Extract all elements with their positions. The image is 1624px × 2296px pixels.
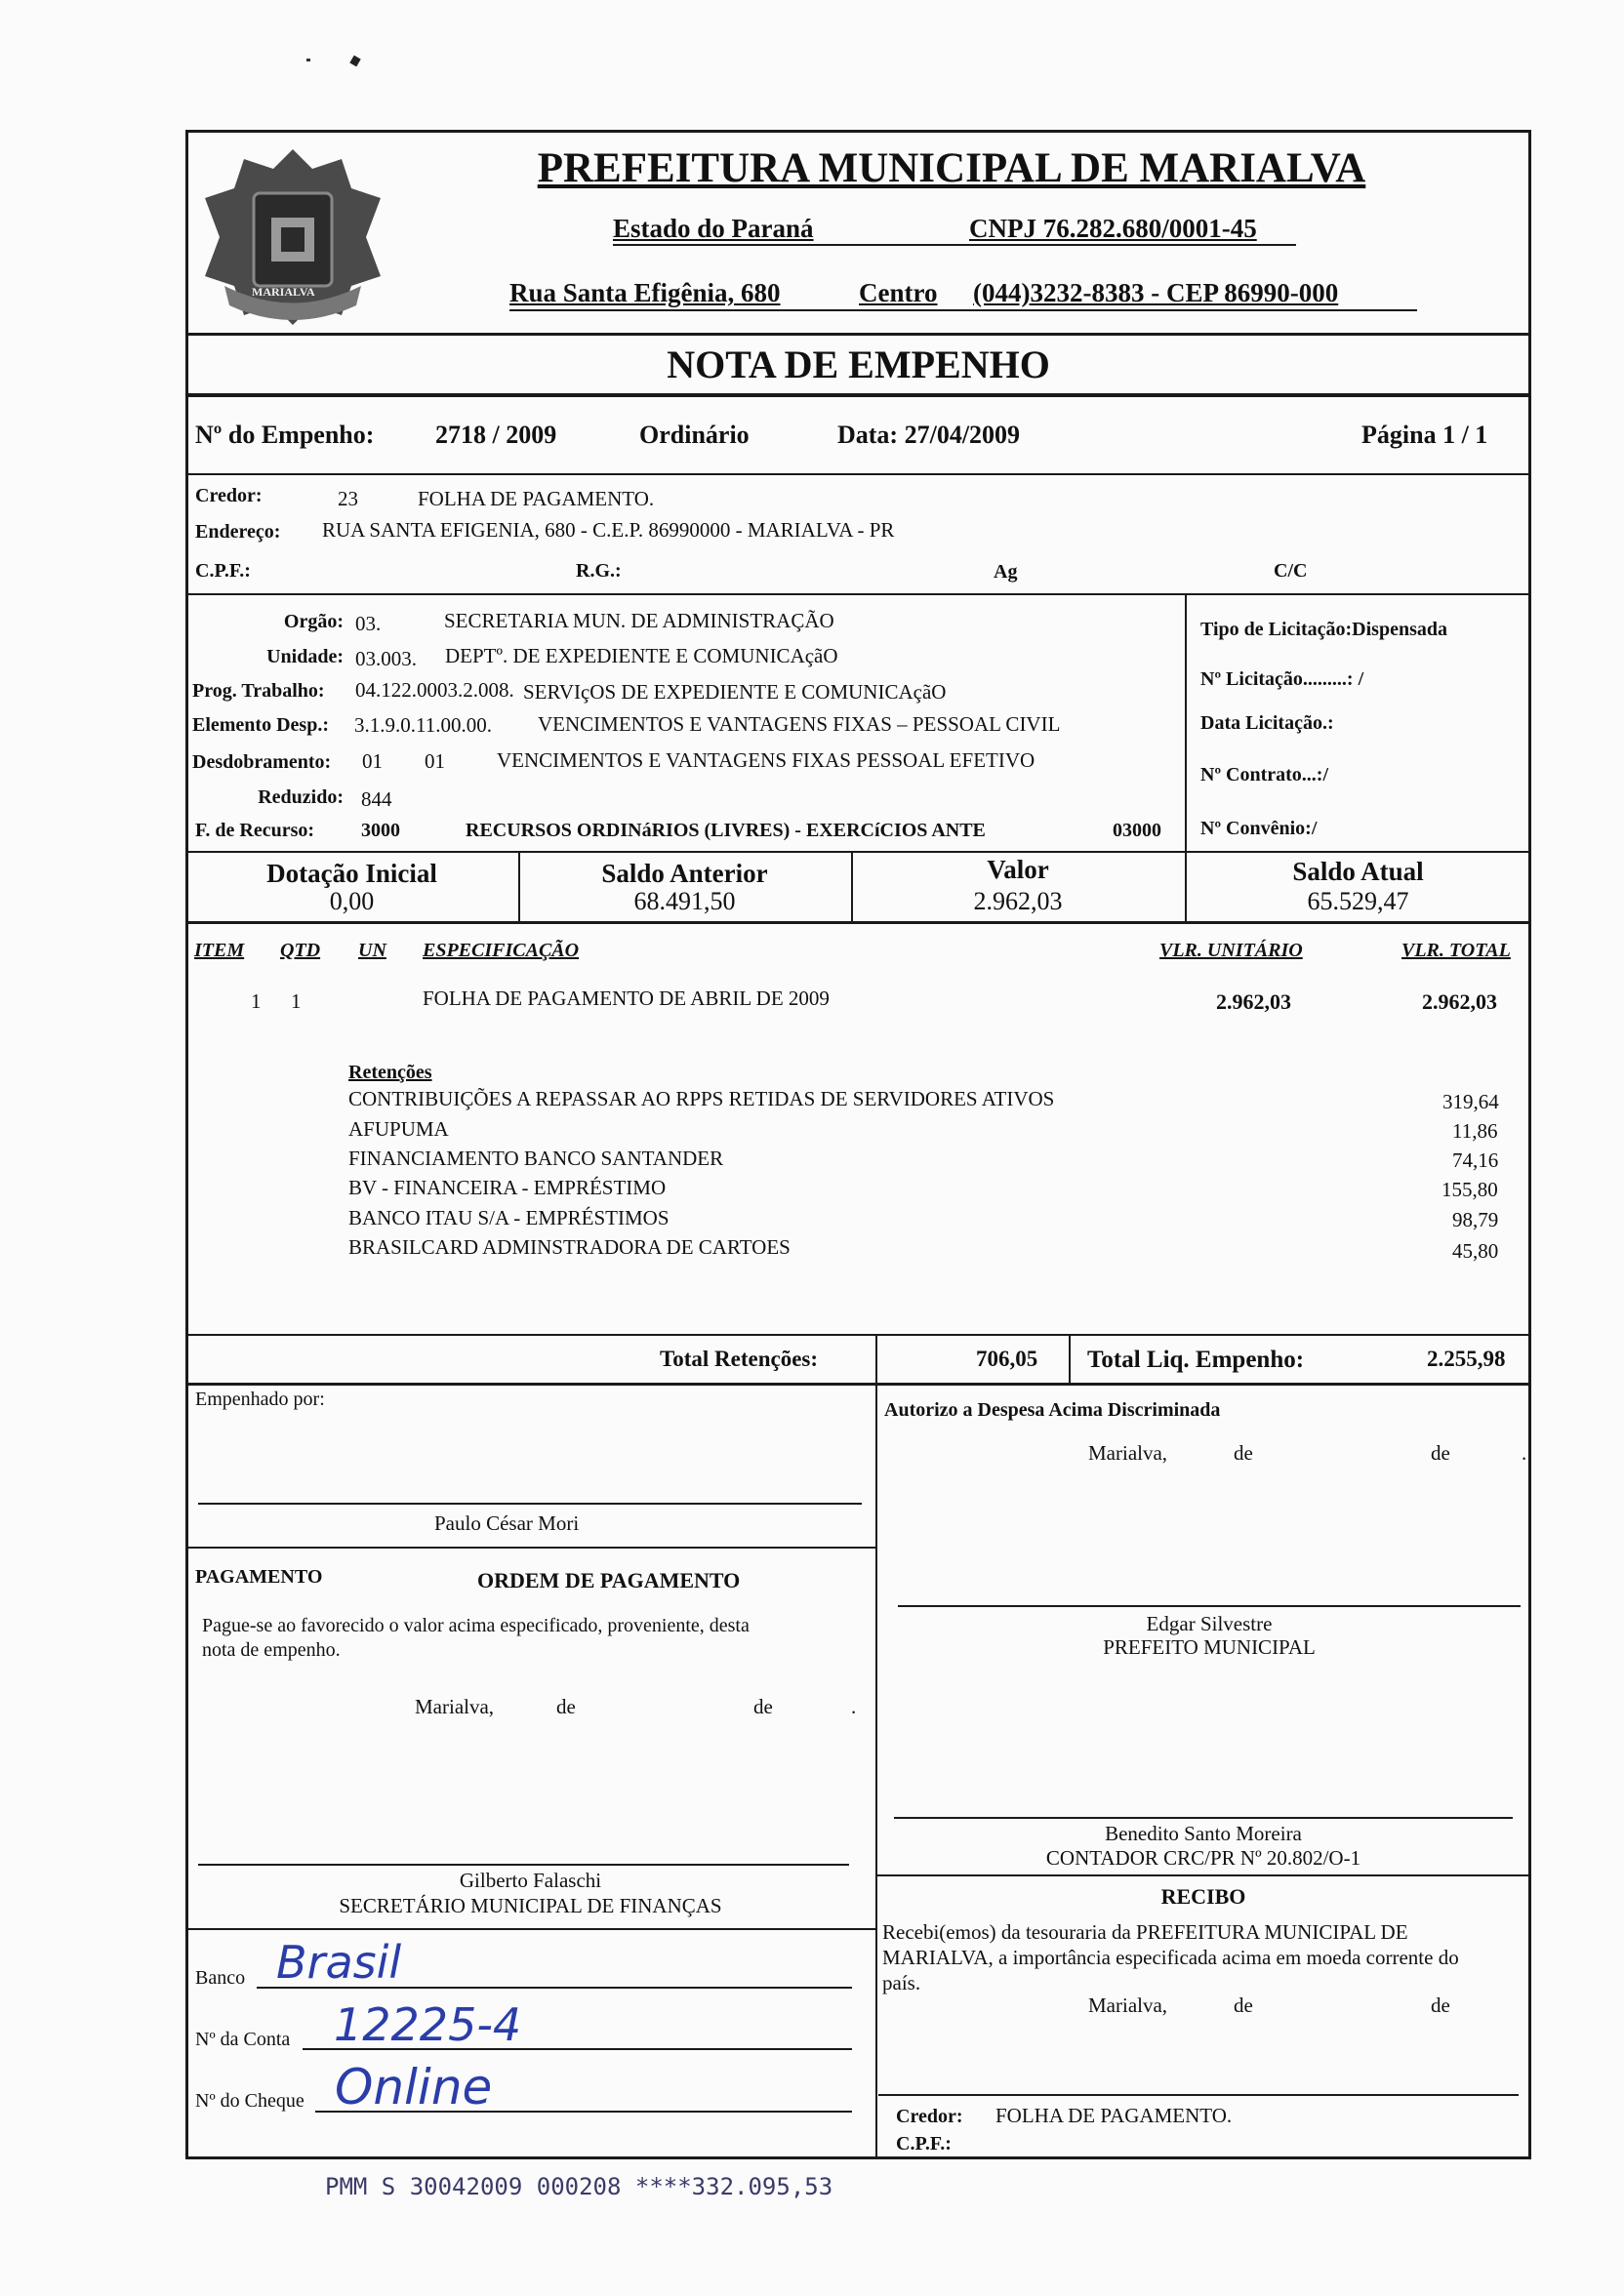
signature-line-contador	[894, 1817, 1513, 1819]
empenhado-name: Paulo César Mori	[434, 1511, 580, 1535]
ag-label: Ag	[994, 561, 1018, 583]
address-label: Endereço:	[195, 521, 281, 543]
recurso-label: F. de Recurso:	[195, 820, 315, 841]
valor-label: Valor	[987, 855, 1049, 884]
reduzido-value: 844	[361, 787, 392, 811]
prog-code: 04.122.0003.2.008.	[355, 678, 514, 702]
banco-label: Banco	[195, 1967, 246, 1989]
licitacao-data: Data Licitação.:	[1200, 712, 1334, 734]
empenho-type: Ordinário	[639, 421, 750, 449]
retencao-desc: BRASILCARD ADMINSTRADORA DE CARTOES	[348, 1235, 791, 1259]
divider-budget	[185, 851, 1531, 853]
empenho-number-label: Nº do Empenho:	[195, 421, 375, 449]
empenho-page: Página 1 / 1	[1361, 421, 1488, 449]
credor-name: FOLHA DE PAGAMENTO.	[418, 487, 655, 510]
pagamento-dot: .	[851, 1695, 857, 1718]
cheque-label: Nº do Cheque	[195, 2090, 304, 2112]
crest-ribbon-text: MARIALVA	[252, 285, 315, 299]
retencao-desc: AFUPUMA	[348, 1117, 449, 1141]
scan-speck	[306, 59, 310, 61]
retencao-value: 155,80	[1441, 1178, 1498, 1201]
recibo-credor-label: Credor:	[896, 2106, 963, 2127]
total-retencoes-value: 706,05	[976, 1347, 1038, 1371]
divider-totals-2	[1069, 1334, 1071, 1383]
header-title: PREFEITURA MUNICIPAL DE MARIALVA	[537, 145, 1366, 191]
divider-banco	[185, 1928, 875, 1930]
recibo-de-2: de	[1431, 1994, 1450, 2017]
divider-licitacao	[1185, 593, 1187, 852]
dotacao-value: 0,00	[329, 887, 375, 915]
retencao-value: 74,16	[1452, 1148, 1499, 1172]
items-col-item: ITEM	[194, 940, 245, 961]
item-qtd: 1	[291, 989, 302, 1013]
cheque-handwritten-value: Online	[335, 2059, 493, 2115]
retencao-value: 45,80	[1452, 1239, 1499, 1263]
empenho-date: Data: 27/04/2009	[837, 421, 1021, 449]
items-col-vlr-total: VLR. TOTAL	[1401, 940, 1511, 961]
header-address-underline	[509, 309, 1417, 311]
signature-line-recibo	[878, 2094, 1519, 2096]
elemento-name: VENCIMENTOS E VANTAGENS FIXAS – PESSOAL CIVIL	[538, 712, 1061, 736]
orgao-name: SECRETARIA MUN. DE ADMINISTRAÇÃO	[444, 609, 834, 632]
contador-title: CONTADOR CRC/PR Nº 20.802/O-1	[1045, 1846, 1361, 1870]
desdobramento-a: 01	[362, 749, 383, 773]
conta-label: Nº da Conta	[195, 2029, 291, 2050]
orgao-label: Orgão:	[283, 611, 344, 632]
autorizo-local: Marialva,	[1088, 1441, 1168, 1465]
item-unit-value: 2.962,03	[1216, 989, 1291, 1014]
items-col-vlr-unitario: VLR. UNITÁRIO	[1159, 940, 1303, 961]
valor-value: 2.962,03	[973, 887, 1063, 915]
licitacao-convenio: Nº Convênio:/	[1200, 818, 1318, 839]
pague-text-line-1: Pague-se ao favorecido o valor acima especificado, proveniente, desta	[202, 1615, 750, 1636]
secretario-title: SECRETÁRIO MUNICIPAL DE FINANÇAS	[339, 1894, 722, 1917]
retencao-value: 98,79	[1452, 1208, 1499, 1231]
divider-pagamento	[185, 1547, 875, 1549]
secretario-name: Gilberto Falaschi	[459, 1869, 602, 1892]
saldo-atual-value: 65.529,47	[1307, 887, 1409, 915]
recurso-code-2: 03000	[1113, 820, 1161, 841]
item-number: 1	[251, 989, 262, 1013]
items-col-qtd: QTD	[280, 940, 321, 961]
signature-line-secretario	[198, 1864, 849, 1866]
rg-label: R.G.:	[576, 560, 622, 582]
total-retencoes-label: Total Retenções:	[660, 1347, 819, 1371]
divider-credor	[185, 593, 1531, 595]
header-state-underline	[613, 244, 1296, 246]
desdobramento-b: 01	[425, 749, 445, 773]
licitacao-numero: Nº Licitação.........: /	[1200, 668, 1364, 690]
payment-stamp: PMM S 30042009 000208 ****332.095,53	[325, 2173, 833, 2200]
recibo-de-1: de	[1234, 1994, 1253, 2017]
credor-code: 23	[338, 487, 358, 510]
retencao-desc: BV - FINANCEIRA - EMPRÉSTIMO	[348, 1176, 667, 1199]
header-address: Rua Santa Efigênia, 680	[509, 278, 781, 307]
empenho-number: 2718 / 2009	[435, 421, 557, 449]
empenhado-por-label: Empenhado por:	[195, 1389, 325, 1410]
saldo-anterior-label: Saldo Anterior	[601, 859, 768, 888]
recibo-title: RECIBO	[1160, 1884, 1246, 1909]
divider-saldos	[185, 921, 1531, 924]
ordem-pagamento-title: ORDEM DE PAGAMENTO	[477, 1568, 741, 1592]
document-title: NOTA DE EMPENHO	[667, 342, 1050, 386]
total-liquido-value: 2.255,98	[1427, 1347, 1506, 1371]
divider-items	[185, 1334, 1531, 1336]
retencao-value: 319,64	[1442, 1090, 1499, 1113]
recibo-credor-name: FOLHA DE PAGAMENTO.	[995, 2104, 1233, 2127]
items-col-especificacao: ESPECIFICAÇÃO	[423, 940, 580, 961]
divider-empenho	[185, 473, 1531, 475]
retencao-desc: FINANCIAMENTO BANCO SANTANDER	[348, 1147, 724, 1170]
autorizo-dot: .	[1522, 1441, 1527, 1465]
conta-handwritten-value: 12225-4	[334, 1998, 522, 2051]
signature-line-prefeito	[898, 1605, 1521, 1607]
retencao-desc: CONTRIBUIÇÕES A REPASSAR AO RPPS RETIDAS DE SERVIDORES ATIVOS	[348, 1087, 1055, 1110]
recibo-text-line-3: país.	[882, 1971, 921, 1994]
item-total-value: 2.962,03	[1422, 989, 1497, 1014]
recurso-name: RECURSOS ORDINáRIOS (LIVRES) - EXERCíCIOS ANTE	[466, 820, 986, 841]
autorizo-text: Autorizo a Despesa Acima Discriminada	[884, 1399, 1221, 1421]
autorizo-de-1: de	[1234, 1441, 1253, 1465]
pagamento-title: PAGAMENTO	[195, 1566, 323, 1588]
municipal-crest-logo	[195, 140, 390, 335]
retencao-desc: BANCO ITAU S/A - EMPRÉSTIMOS	[348, 1206, 670, 1229]
pague-text-line-2: nota de empenho.	[202, 1639, 341, 1661]
divider-title-top	[185, 333, 1531, 336]
prefeito-title: PREFEITO MUNICIPAL	[1103, 1635, 1316, 1659]
cc-label: C/C	[1274, 560, 1308, 582]
unidade-code: 03.003.	[355, 647, 417, 670]
pagamento-de-2: de	[753, 1695, 773, 1718]
credor-address: RUA SANTA EFIGENIA, 680 - C.E.P. 86990000 - MARIALVA - PR	[322, 518, 895, 542]
divider-title-bottom	[185, 393, 1531, 397]
scan-speck	[349, 56, 360, 67]
items-col-un: UN	[358, 940, 386, 961]
licitacao-contrato: Nº Contrato...:/	[1200, 764, 1329, 785]
recibo-local: Marialva,	[1088, 1994, 1168, 2017]
header-state: Estado do Paraná	[613, 214, 814, 243]
prog-name: SERVIçOS DE EXPEDIENTE E COMUNICAçãO	[523, 680, 947, 704]
total-liquido-label: Total Liq. Empenho:	[1087, 1347, 1305, 1373]
item-description: FOLHA DE PAGAMENTO DE ABRIL DE 2009	[423, 987, 830, 1010]
pagamento-local: Marialva,	[415, 1695, 495, 1718]
desdobramento-name: VENCIMENTOS E VANTAGENS FIXAS PESSOAL EFETIVO	[497, 748, 1035, 772]
header-district: Centro	[859, 278, 938, 307]
divider-totals	[185, 1383, 1531, 1386]
banco-handwritten-value: Brasil	[276, 1936, 402, 1989]
autorizo-de-2: de	[1431, 1441, 1450, 1465]
recibo-text-line-2: MARIALVA, a importância especificada acima em moeda corrente do	[882, 1946, 1459, 1969]
prog-label: Prog. Trabalho:	[192, 680, 325, 702]
signature-line-empenhado	[198, 1503, 862, 1505]
saldo-atual-label: Saldo Atual	[1292, 857, 1424, 886]
licitacao-tipo: Tipo de Licitação:Dispensada	[1200, 619, 1447, 640]
elemento-label: Elemento Desp.:	[192, 714, 329, 736]
desdobramento-label: Desdobramento:	[192, 751, 332, 773]
saldo-anterior-value: 68.491,50	[633, 887, 736, 915]
prefeito-name: Edgar Silvestre	[1146, 1612, 1273, 1635]
cpf-label: C.P.F.:	[195, 560, 251, 582]
reduzido-label: Reduzido:	[258, 786, 344, 808]
retencoes-title: Retenções	[348, 1062, 432, 1083]
divider-lower-columns	[875, 1383, 877, 2159]
unidade-name: DEPTº. DE EXPEDIENTE E COMUNICAçãO	[445, 644, 838, 667]
credor-label: Credor:	[195, 485, 263, 506]
divider-totals-1	[875, 1334, 877, 1383]
elemento-code: 3.1.9.0.11.00.00.	[354, 713, 492, 737]
recibo-cpf-label: C.P.F.:	[896, 2133, 952, 2155]
retencao-value: 11,86	[1452, 1119, 1498, 1143]
contador-name: Benedito Santo Moreira	[1105, 1822, 1302, 1845]
pagamento-de-1: de	[556, 1695, 576, 1718]
recibo-text-line-1: Recebi(emos) da tesouraria da PREFEITURA MUNICIPAL DE	[882, 1920, 1408, 1944]
unidade-label: Unidade:	[266, 646, 344, 667]
recurso-code: 3000	[361, 820, 400, 841]
divider-recibo	[875, 1874, 1531, 1876]
header-phone-cep: (044)3232-8383 - CEP 86990-000	[973, 278, 1339, 307]
dotacao-label: Dotação Inicial	[266, 859, 437, 888]
orgao-code: 03.	[355, 612, 382, 635]
header-cnpj: CNPJ 76.282.680/0001-45	[969, 214, 1257, 243]
